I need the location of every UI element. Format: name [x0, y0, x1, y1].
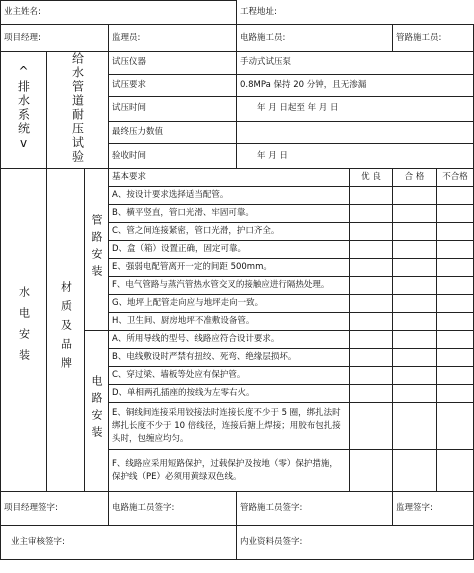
requirement-item: E、铜线间连接采用铰接法时连接长度不少于 5 圈，绑扎法时绑扎长度不少于 10 倍线径，连接后搪上焊接；用胶布包扎接头时，包缠应均匀。	[109, 403, 350, 450]
pass-check[interactable]	[393, 295, 437, 313]
supervisor-signature-field[interactable]: 监理签字:	[393, 492, 474, 526]
subcategory-cell	[47, 169, 85, 492]
good-check[interactable]	[350, 241, 393, 259]
plumber-label: 管路施工员:	[396, 32, 442, 43]
requirement-item: G、地坪上配管走向应与地坪走向一致。	[109, 295, 350, 313]
fail-check[interactable]	[437, 259, 474, 277]
pass-check[interactable]	[393, 277, 437, 295]
electrician-label: 电路施工员:	[240, 32, 286, 43]
pressure-row-label: 试压要求	[109, 74, 237, 97]
good-check[interactable]	[350, 403, 393, 450]
requirement-item: D、盒（箱）设置正确，固定可靠。	[109, 241, 350, 259]
electrician-signature-field[interactable]: 电路施工员签字:	[109, 492, 237, 526]
good-check[interactable]	[350, 295, 393, 313]
good-header: 优 良	[350, 169, 393, 187]
owner-review-signature-field[interactable]: 业主审核签字:	[1, 526, 237, 560]
fail-check[interactable]	[437, 313, 474, 331]
category-label: 水电安装	[17, 286, 31, 370]
good-check[interactable]	[350, 367, 393, 385]
pass-header: 合 格	[393, 169, 437, 187]
records-signature-field[interactable]: 内业资料员签字:	[237, 526, 474, 560]
project-manager-field[interactable]	[1, 25, 109, 52]
good-check[interactable]	[350, 385, 393, 403]
pass-check[interactable]	[393, 403, 437, 450]
fail-check[interactable]	[437, 241, 474, 259]
plumber-field[interactable]	[393, 25, 474, 52]
group-pipe-label: 管路安装	[90, 213, 103, 282]
good-check[interactable]	[350, 259, 393, 277]
pass-check[interactable]	[393, 450, 437, 492]
good-check[interactable]	[350, 205, 393, 223]
pressure-test-title: 给水管道耐压试验	[70, 52, 85, 164]
fail-check[interactable]	[437, 331, 474, 349]
pass-check[interactable]	[393, 205, 437, 223]
pass-check[interactable]	[393, 187, 437, 205]
pressure-test-title-cell	[47, 52, 109, 169]
fail-check[interactable]	[437, 295, 474, 313]
requirement-item: H、卫生间、厨房地坪不准敷设备管。	[109, 313, 350, 331]
good-check[interactable]	[350, 313, 393, 331]
group-pipe-cell	[85, 169, 109, 331]
pressure-row-value[interactable]: 年 月 日	[237, 144, 474, 169]
pass-check[interactable]	[393, 367, 437, 385]
pressure-row-label: 试压时间	[109, 97, 237, 122]
fail-check[interactable]	[437, 403, 474, 450]
requirement-item: F、线路应采用短路保护，过载保护及按地（零）保护措施，保护线（PE）必须用黄绿双色线。	[109, 450, 350, 492]
pressure-row-value[interactable]: 0.8MPa 保持 20 分钟，且无渗漏	[237, 74, 474, 97]
good-check[interactable]	[350, 349, 393, 367]
requirement-item: B、横平竖直，管口光滑、牢固可靠。	[109, 205, 350, 223]
owner-name-label: 业主姓名:	[4, 7, 41, 17]
fail-check[interactable]	[437, 367, 474, 385]
fail-check[interactable]	[437, 277, 474, 295]
owner-name-field[interactable]	[1, 1, 237, 25]
address-label: 工程地址:	[240, 6, 277, 17]
pass-check[interactable]	[393, 385, 437, 403]
requirement-item: A、按设计要求选择适当配管。	[109, 187, 350, 205]
fail-check[interactable]	[437, 450, 474, 492]
pressure-row-label: 试压仪器	[109, 52, 237, 75]
electrician-field[interactable]	[237, 25, 393, 52]
pressure-row-value[interactable]: 年 月 日起至 年 月 日	[237, 97, 474, 122]
pm-signature-field[interactable]: 项目经理签字:	[1, 492, 109, 526]
fail-header: 不合格	[437, 169, 474, 187]
address-field[interactable]	[237, 1, 474, 25]
pressure-row-value[interactable]	[237, 121, 474, 144]
fail-check[interactable]	[437, 205, 474, 223]
supervisor-field[interactable]	[109, 25, 237, 52]
requirement-item: A、所用导线的型号、线路应符合设计要求。	[109, 331, 350, 349]
drainage-system-label: ^排水系统v	[16, 64, 31, 152]
pass-check[interactable]	[393, 241, 437, 259]
group-circuit-cell	[85, 331, 109, 492]
drainage-system-cell	[1, 52, 47, 169]
good-check[interactable]	[350, 277, 393, 295]
requirement-item: F、电气管路与蒸汽管热水管交叉的接触应进行隔热处理。	[109, 277, 350, 295]
requirement-item: C、管之间连接紧密，管口光滑，护口齐全。	[109, 223, 350, 241]
supervisor-label: 监理员:	[112, 32, 141, 43]
good-check[interactable]	[350, 187, 393, 205]
plumber-signature-field[interactable]: 管路施工员签字:	[237, 492, 393, 526]
category-cell	[1, 169, 47, 492]
pass-check[interactable]	[393, 331, 437, 349]
pressure-row-label: 最终压力数值	[109, 121, 237, 144]
fail-check[interactable]	[437, 187, 474, 205]
project-manager-label: 项目经理:	[4, 32, 41, 43]
good-check[interactable]	[350, 331, 393, 349]
pass-check[interactable]	[393, 313, 437, 331]
good-check[interactable]	[350, 450, 393, 492]
requirement-item: D、单相两孔插座的按线为左零右火。	[109, 385, 350, 403]
group-circuit-label: 电路安装	[90, 375, 103, 443]
requirement-item: E、强弱电配管离开一定的间距 500mm。	[109, 259, 350, 277]
requirement-item: C、穿过梁、墙板等处应有保护管。	[109, 367, 350, 385]
pass-check[interactable]	[393, 259, 437, 277]
pass-check[interactable]	[393, 349, 437, 367]
subcategory-label: 材质及品牌	[59, 280, 73, 376]
fail-check[interactable]	[437, 349, 474, 367]
pressure-row-label: 验收时间	[109, 144, 237, 169]
fail-check[interactable]	[437, 385, 474, 403]
requirement-item: B、电线敷设时严禁有扭绞、死弯、绝缘层损坏。	[109, 349, 350, 367]
pressure-row-value[interactable]: 手动式试压泵	[237, 52, 474, 75]
good-check[interactable]	[350, 223, 393, 241]
fail-check[interactable]	[437, 223, 474, 241]
basic-requirements-header: 基本要求	[109, 169, 350, 187]
pass-check[interactable]	[393, 223, 437, 241]
